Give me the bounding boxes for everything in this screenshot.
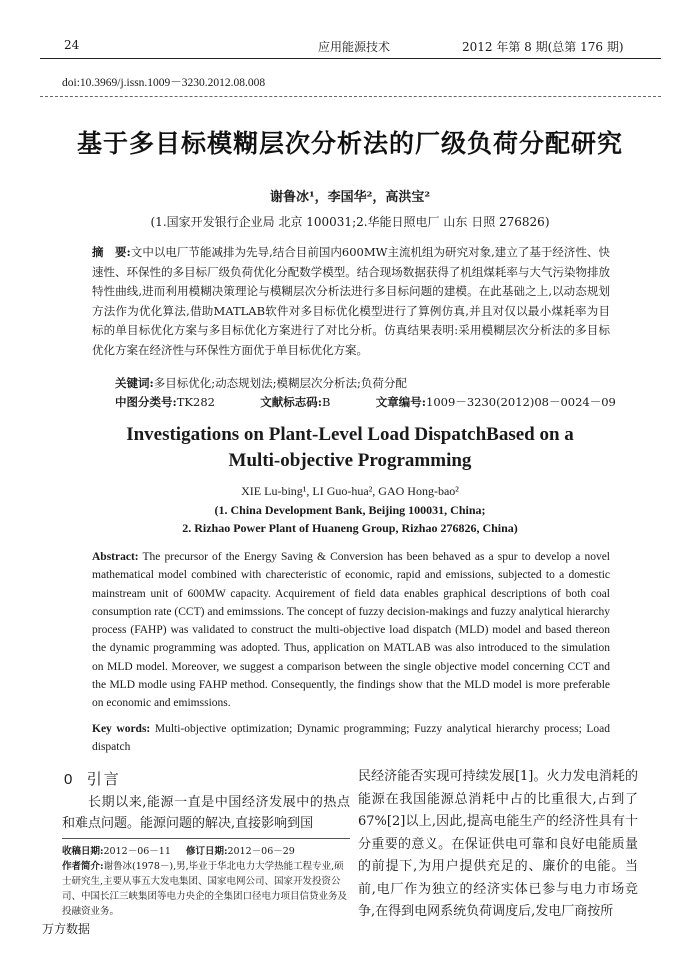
- footnote-rule: [62, 838, 350, 839]
- en-keywords-text: Multi-objective optimization; Dynamic programming; Fuzzy analytical hierarchy process; Load dispatch: [92, 723, 611, 754]
- doccode-label: 文献标志码:: [260, 395, 323, 409]
- section-heading: [64, 768, 121, 789]
- page-number: 24: [64, 38, 80, 52]
- en-title: [0, 422, 700, 474]
- cn-abstract: [92, 243, 610, 360]
- revised-date: 2012－06－29: [227, 846, 295, 857]
- intro-left-text: 长期以来,能源一直是中国经济发展中的热点和难点问题。能源问题的解决,直接影响到国: [62, 795, 350, 831]
- cn-title: 基于多目标模糊层次分析法的厂级负荷分配研究: [76, 129, 623, 158]
- cn-affiliation: (1.国家开发银行企业局 北京 100031;2.华能日照电厂 山东 日照 276826): [150, 215, 550, 229]
- footnote: [62, 844, 350, 919]
- en-title-line1: Investigations on Plant-Level Load DispatchBased on a: [126, 424, 574, 445]
- received-label: 收稿日期:: [62, 846, 104, 857]
- cn-keywords: [115, 375, 407, 391]
- en-keywords: [92, 720, 610, 757]
- en-keywords-label: Key words:: [92, 723, 151, 735]
- en-abstract: [92, 548, 610, 713]
- en-affiliation-2: 2. Rizhao Power Plant of Huaneng Group, Rizhao 276826, China): [182, 521, 518, 535]
- clc-value: TK282: [176, 395, 215, 409]
- cn-keywords-label: 关键词:: [115, 376, 154, 390]
- revised-label: 修订日期:: [185, 846, 228, 857]
- cn-authors: 谢鲁冰¹，李国华²，高洪宝²: [269, 190, 431, 205]
- artno-label: 文章编号:: [375, 395, 427, 409]
- en-title-line2: Multi-objective Programming: [228, 450, 472, 471]
- doccode-value: B: [322, 395, 331, 409]
- section-number: 0: [64, 771, 75, 788]
- en-authors: XIE Lu-bing¹, LI Guo-hua², GAO Hong-bao²: [241, 484, 459, 498]
- bio-text: 谢鲁冰(1978－),男,毕业于华北电力大学热能工程专业,硕士研究生,主要从事五大发电集团、国家电网公司、国家开发投资公司、中国长江三峡集团等电力央企的全集团口径电力项目信贷业务及投融资业务。: [62, 861, 348, 917]
- en-abstract-text: The precursor of the Energy Saving & Conversion has been behaved as a spur to develop a novel mathematical model combined with charecteristic of economic, rapid and emissions, subjected to a domestic mainstream unit of 600MW capacity. Acquirement of field data enables graphical descriptions of both coal consumption rate (CCT) and emimssions. The concept of fuzzy decision-makings and fuzzy analytical hierarchy process (FAHP) was validated to construct the multi-objective load dispatch (MLD) model and based thereon the dynamic programming was adopted. Thus, application on MATLAB was also introduced to the simulation on MLD model. Moreover, we suggest a comparison between the single objective model concerning CCT and the MLD modle using FAHP method. Consequently, the findings show that the MLD model is more preferable on economic and emimssions.: [92, 551, 610, 710]
- footnote-dates: [62, 844, 350, 859]
- en-abstract-label: Abstract:: [92, 551, 139, 563]
- clc-label: 中图分类号:: [115, 395, 177, 409]
- cn-abstract-label: 摘 要:: [92, 245, 131, 259]
- cn-keywords-text: 多目标优化;动态规划法;模糊层次分析法;负荷分配: [153, 376, 407, 390]
- header-rule: [40, 58, 661, 59]
- journal-name: 应用能源技术: [318, 40, 391, 54]
- intro-right-text: 民经济能否实现可持续发展[1]。火力发电消耗的能源在我国能源总消耗中占的比重很大,占到了67%[2]以上,因此,提高电能生产的经济性具有十分重要的意义。在保证供电可靠和良好电能质量的前提下,为用户提供充足的、廉价的电能。当前,电厂作为独立的经济实体已参与电力市场竞争,在得到电网系统负荷调度后,发电厂商按所: [358, 769, 638, 919]
- issue-info: 2012 年第 8 期(总第 176 期): [462, 40, 624, 54]
- received-date: 2012－06－11: [103, 846, 171, 857]
- watermark: 万方数据: [42, 922, 91, 936]
- en-affiliation-1: (1. China Development Bank, Beijing 100031, China;: [214, 503, 486, 517]
- cn-abstract-text: 文中以电厂节能减排为先导,结合目前国内600MW主流机组为研究对象,建立了基于经济性、快速性、环保性的多目标厂级负荷优化分配数学模型。结合现场数据获得了机组煤耗率与大气污染物排放特性曲线,进而利用模糊决策理论与模糊层次分析法进行多目标问题的建模。在此基础之上,以动态规划方法作为优化算法,借助MATLAB软件对多目标优化模型进行了算例仿真,并且对仅以最小煤耗率为目标的单目标优化方案与多目标优化方案进行了对比分析。仿真结果表明:采用模糊层次分析法的多目标优化方案在经济性与环保性方面优于单目标优化方案。: [92, 245, 610, 357]
- artno-value: 1009－3230(2012)08－0024－09: [426, 395, 616, 409]
- footnote-bio: [62, 859, 350, 919]
- cn-classification: [115, 394, 616, 410]
- section-title: 引言: [86, 771, 121, 788]
- doi[interactable]: doi:10.3969/j.issn.1009－3230.2012.08.008: [62, 77, 266, 89]
- doi-rule: [40, 96, 661, 97]
- bio-label: 作者简介:: [62, 861, 104, 872]
